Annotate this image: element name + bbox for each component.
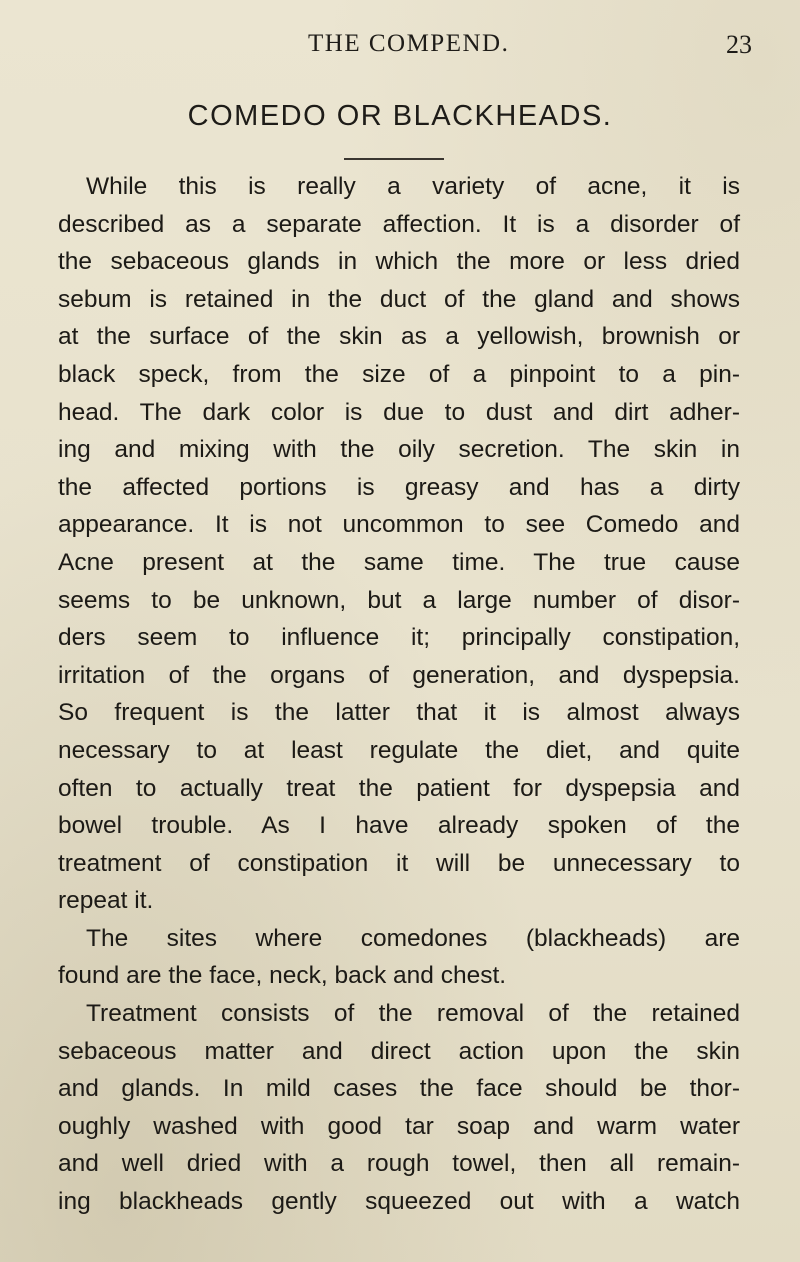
text-line: bowel trouble. As I have already spoken of the: [58, 812, 740, 840]
text-line: black speck, from the size of a pinpoint to a pin-: [58, 360, 740, 388]
text-line: seems to be unknown, but a large number of disor-: [58, 586, 740, 614]
text-line: the sebaceous glands in which the more or less dried: [58, 248, 740, 276]
text-line: sebum is retained in the duct of the gland and shows: [58, 285, 740, 313]
text-line: appearance. It is not uncommon to see Comedo and: [58, 511, 740, 539]
text-line: irritation of the organs of generation, and dyspepsia.: [58, 661, 740, 689]
text-line: ing blackheads gently squeezed out with a watch: [58, 1188, 740, 1216]
text-line: and well dried with a rough towel, then all remain-: [58, 1150, 740, 1178]
paragraph-1: [58, 168, 740, 920]
text-line: the affected portions is greasy and has a dirty: [58, 473, 740, 501]
text-line: treatment of constipation it will be unnecessary to: [58, 849, 740, 877]
text-line: necessary to at least regulate the diet, and quite: [58, 736, 740, 764]
text-line: Treatment consists of the removal of the retained: [86, 1000, 740, 1028]
paragraph-2: [58, 920, 740, 995]
running-head: [0, 30, 800, 66]
text-line: repeat it.: [58, 887, 154, 915]
text-line: head. The dark color is due to dust and dirt adher-: [58, 398, 740, 426]
text-line: found are the face, neck, back and chest.: [58, 962, 507, 990]
text-line: sebaceous matter and direct action upon the skin: [58, 1037, 740, 1065]
title-rule: [344, 158, 444, 160]
text-line: While this is really a variety of acne, it is: [86, 173, 740, 200]
paragraph-3: [58, 995, 740, 1221]
text-line: and glands. In mild cases the face should be thor-: [58, 1075, 740, 1103]
text-line: described as a separate affection. It is a disorder of: [58, 210, 740, 238]
page-number: 23: [726, 30, 752, 59]
chapter-title: COMEDO OR BLACKHEADS.: [187, 100, 613, 132]
text-line: often to actually treat the patient for dyspepsia and: [58, 774, 740, 802]
body-text: [58, 168, 740, 1221]
running-title: THE COMPEND.: [308, 30, 510, 57]
text-line: ders seem to influence it; principally constipation,: [58, 624, 740, 652]
text-line: at the surface of the skin as a yellowish, brownish or: [58, 323, 740, 351]
text-line: The sites where comedones (blackheads) are: [86, 924, 740, 952]
text-line: Acne present at the same time. The true cause: [58, 548, 740, 576]
text-line: oughly washed with good tar soap and warm water: [58, 1112, 740, 1140]
text-line: ing and mixing with the oily secretion. The skin in: [58, 436, 740, 464]
text-line: So frequent is the latter that it is almost always: [58, 699, 740, 727]
